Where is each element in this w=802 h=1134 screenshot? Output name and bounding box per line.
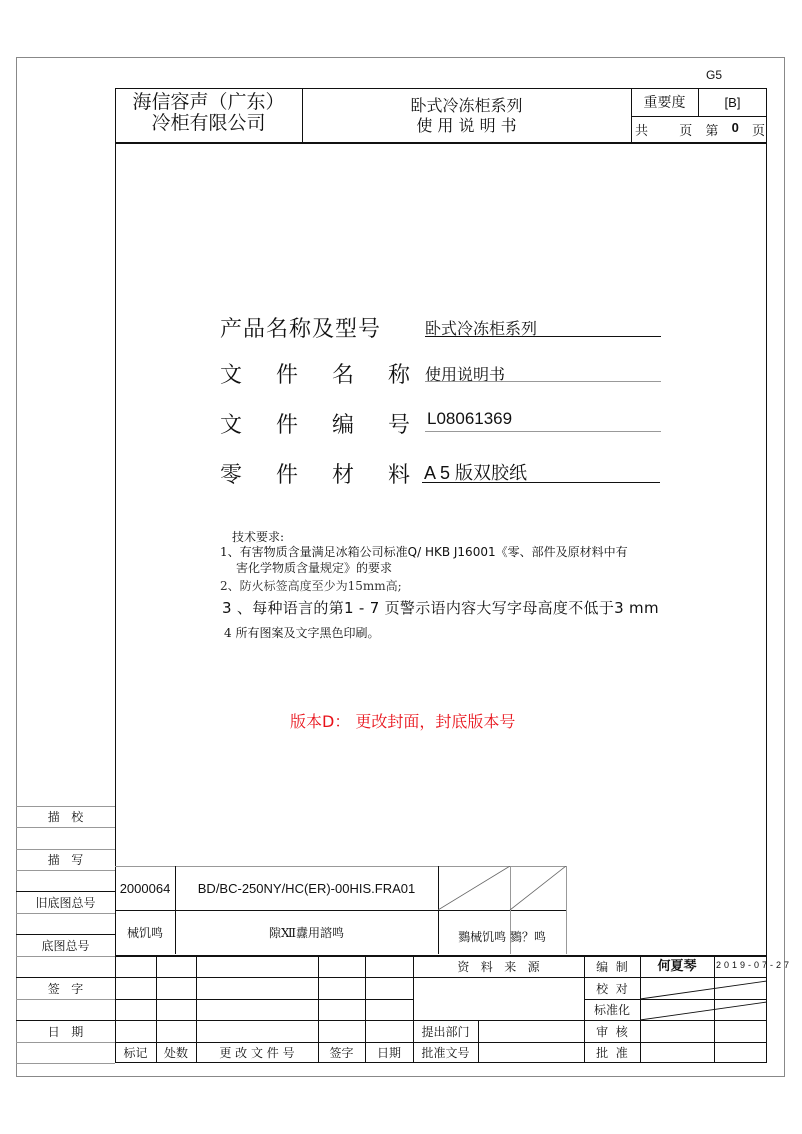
company-name <box>115 92 302 134</box>
rev-header-signature: 签字 <box>329 1046 354 1060</box>
side-label-trace: 描 写 <box>47 853 84 867</box>
label-char: 材 <box>331 463 354 488</box>
compile-date: 2019-07-27 <box>716 960 793 970</box>
field-label-material <box>220 458 410 489</box>
ref-row2-col1: 械饥鸣 <box>126 925 163 940</box>
label-char: 件 <box>275 463 298 488</box>
header-row-line <box>631 116 767 117</box>
label-char: 编 <box>331 413 354 438</box>
dept-label: 提出部门 <box>421 1024 470 1039</box>
tech-item-3: 3 、每种语言的第1 - 7 页警示语内容大写字母高度不低于3 mm <box>222 599 659 617</box>
rev-header-mark: 标记 <box>123 1046 148 1060</box>
rev-header-count: 处数 <box>163 1046 188 1060</box>
approval-doc-label: 批准文号 <box>421 1046 470 1060</box>
header-divider <box>115 142 767 144</box>
diagonal-strike-icon <box>438 866 566 910</box>
tech-item-4: 4 所有图案及文字黑色印刷。 <box>224 626 380 640</box>
page-no-value: 0 <box>731 120 739 135</box>
rev-header-date: 日期 <box>376 1046 401 1060</box>
ref-row2-col2: 隙Ⅻ纛用諮鸣 <box>268 925 345 940</box>
field-label-product: 产品名称及型号 <box>220 317 382 342</box>
label-char: 零 <box>220 463 243 488</box>
side-label-base-no: 底图总号 <box>41 938 90 953</box>
side-label-signature: 签 字 <box>47 981 84 996</box>
company-line2: 冷柜有限公司 <box>151 112 266 134</box>
tech-item-1-prefix: 1、有害物质含量满足 <box>220 545 336 559</box>
compiler-name: 何夏琴 <box>657 959 697 974</box>
ref-file-name: BD/BC-250NY/HC(ER)-00HIS.FRA01 <box>197 880 416 896</box>
role-proofread: 校 对 <box>596 981 628 996</box>
side-label-trace-check: 描 校 <box>47 810 84 824</box>
tech-item-1-body: 冰箱公司标准Q/ HKB J16001《零、部件及原材料中有 <box>335 545 628 559</box>
title-line1: 卧式冷冻柜系列 <box>410 96 523 115</box>
role-compile: 编 制 <box>596 960 628 974</box>
side-label-date: 日 期 <box>47 1024 84 1039</box>
page-no-label: 第 <box>705 124 719 139</box>
tech-item-1-cont: 害化学物质含量规定》的要求 <box>236 561 393 575</box>
page-count <box>635 120 765 139</box>
tech-item-1 <box>220 543 628 560</box>
side-label-old-base-no: 旧底图总号 <box>35 895 96 910</box>
rev-header-change-doc: 更 改 文 件 号 <box>219 1046 295 1060</box>
page-code: G5 <box>706 68 723 82</box>
label-char: 件 <box>275 413 298 438</box>
label-char: 称 <box>387 363 410 388</box>
label-char: 号 <box>387 413 410 438</box>
field-label-fileno <box>220 408 410 439</box>
field-underline <box>425 381 661 382</box>
field-underline <box>425 336 661 337</box>
field-value-product: 卧式冷冻柜系列 <box>425 319 538 338</box>
company-line1: 海信容声（广东） <box>132 91 285 113</box>
source-label: 资 料 来 源 <box>457 960 540 974</box>
field-value-material: A 5 版双胶纸 <box>424 463 528 483</box>
field-underline <box>425 431 661 432</box>
label-char: 文 <box>220 413 243 438</box>
document-title <box>302 96 631 136</box>
tech-item-2: 2、防火标签高度至少为15mm高; <box>220 579 402 593</box>
ref-row2-col3: 鷚械饥鸣 鷚？鸣 <box>458 929 546 944</box>
role-approve: 批 准 <box>596 1046 628 1060</box>
role-standardize: 标准化 <box>593 1003 630 1017</box>
field-value-fileno: L08061369 <box>427 409 513 428</box>
field-value-filename: 使用说明书 <box>425 365 506 384</box>
importance-label: 重要度 <box>643 95 686 111</box>
label-char: 件 <box>275 363 298 388</box>
label-char: 文 <box>220 363 243 388</box>
tech-heading: 技术要求: <box>232 530 285 544</box>
title-line2: 使 用 说 明 书 <box>416 116 517 135</box>
role-review: 审 核 <box>596 1024 628 1039</box>
pages-total-label: 共 <box>635 124 649 139</box>
revision-note: 版本D： 更改封面，封底版本号 <box>290 712 516 731</box>
old-base-number: 2000064 <box>119 880 171 896</box>
importance-value: [B] <box>724 94 741 110</box>
field-underline <box>422 482 660 483</box>
label-char: 料 <box>387 463 410 488</box>
label-char: 名 <box>331 363 354 388</box>
field-label-filename <box>220 358 410 389</box>
pages-unit: 页 <box>751 124 765 139</box>
pages-unit: 页 <box>679 124 693 139</box>
diagonal-strike-icon <box>640 977 767 1020</box>
